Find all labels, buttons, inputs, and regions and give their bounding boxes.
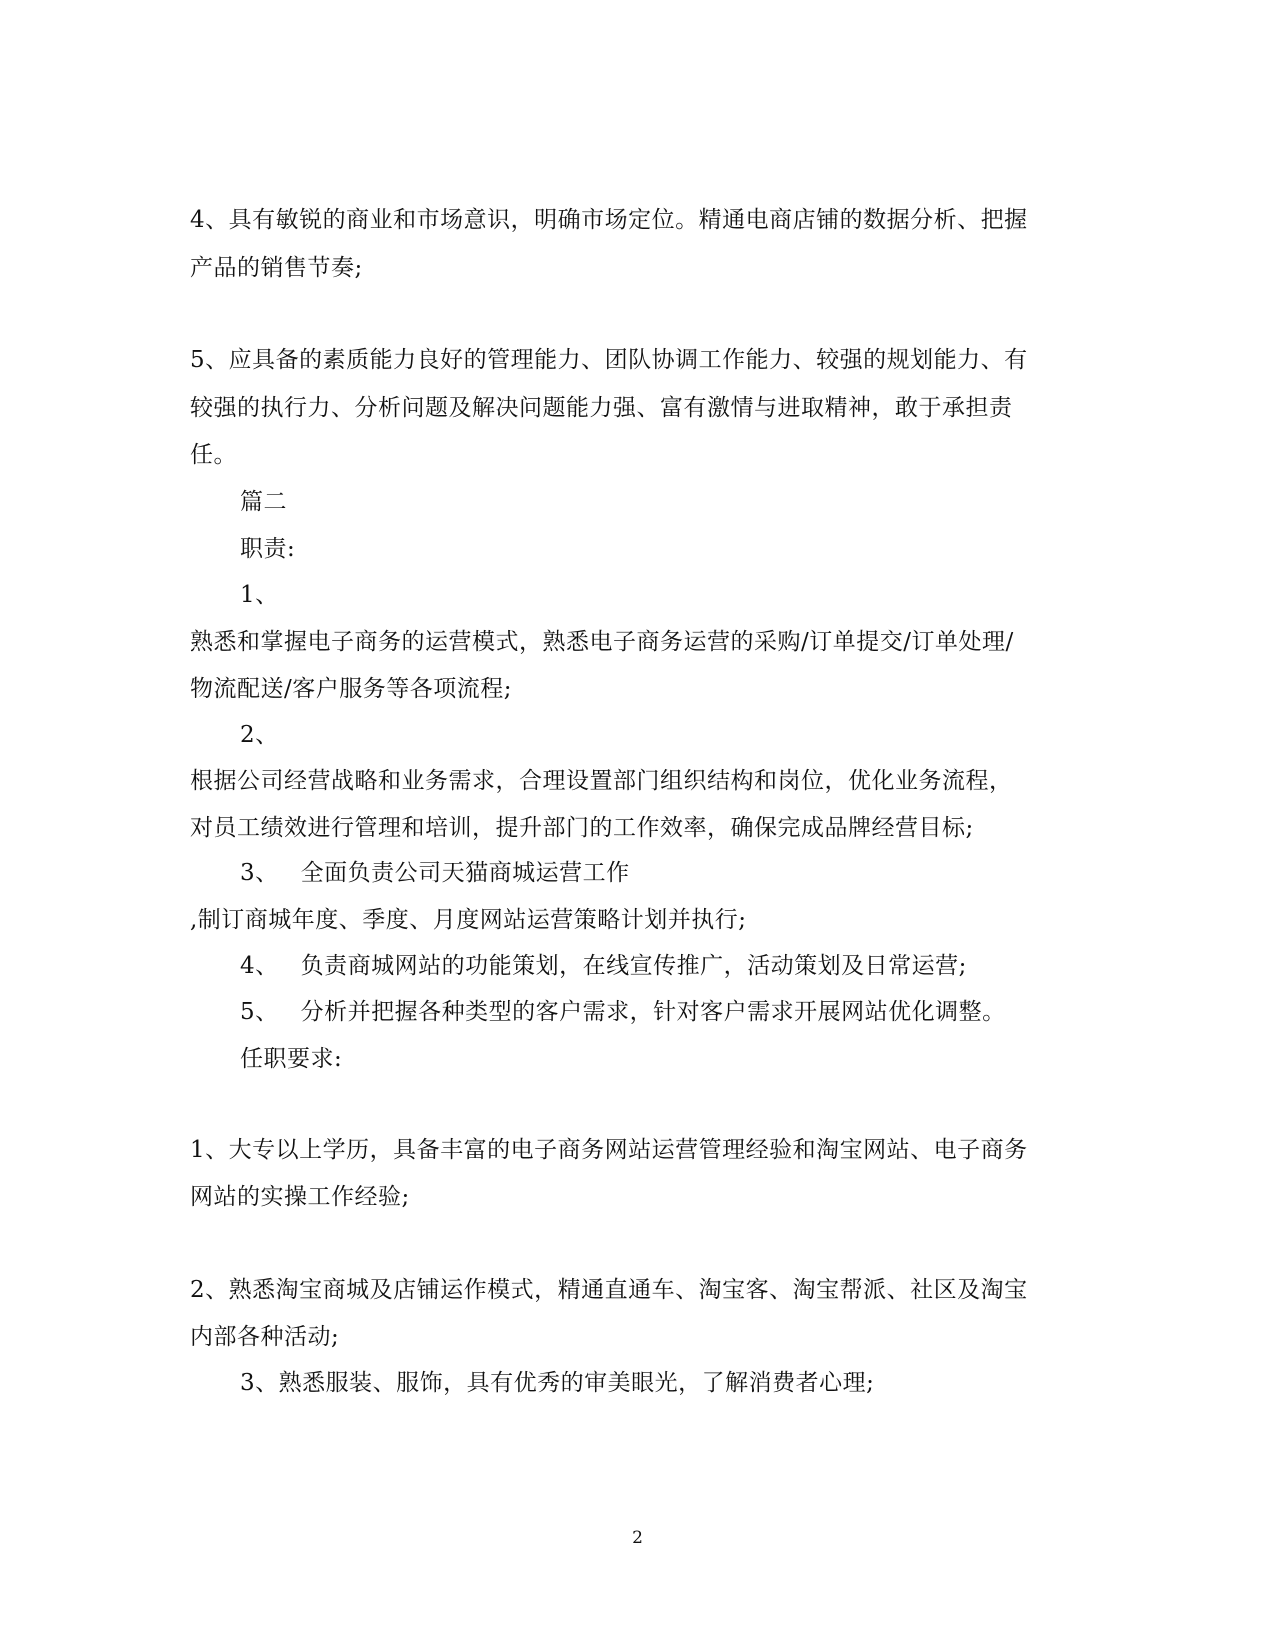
- list-number: 4、: [240, 953, 279, 979]
- list-item-text: 全面负责公司天猫商城运营工作: [300, 860, 630, 886]
- list-number: 3、: [240, 860, 279, 886]
- page-number: 2: [632, 1528, 643, 1548]
- paragraph-line: 熟悉和掌握电子商务的运营模式，熟悉电子商务运营的采购/订单提交/订单处理/: [190, 629, 1014, 655]
- list-item: [240, 859, 630, 887]
- paragraph-line: 根据公司经营战略和业务需求，合理设置部门组织结构和岗位，优化业务流程，: [190, 768, 1013, 794]
- paragraph-line: 3、熟悉服装、服饰，具有优秀的审美眼光，了解消费者心理;: [240, 1370, 875, 1396]
- subsection-heading: 任职要求:: [240, 1046, 343, 1072]
- paragraph-line: 对员工绩效进行管理和培训，提升部门的工作效率，确保完成品牌经营目标;: [190, 815, 974, 841]
- paragraph-line: 1、大专以上学历，具备丰富的电子商务网站运营管理经验和淘宝网站、电子商务: [190, 1137, 1028, 1163]
- paragraph-line: 网站的实操工作经验;: [190, 1184, 410, 1210]
- section-heading: 篇二: [240, 489, 287, 515]
- list-number: 5、: [240, 999, 279, 1025]
- paragraph-line: 任。: [190, 442, 237, 468]
- list-item-text: 负责商城网站的功能策划，在线宣传推广，活动策划及日常运营;: [300, 953, 967, 979]
- list-number: 2、: [240, 722, 279, 748]
- paragraph-line: 4、具有敏锐的商业和市场意识，明确市场定位。精通电商店铺的数据分析、把握: [190, 207, 1028, 233]
- paragraph-line: 物流配送/客户服务等各项流程;: [190, 676, 512, 702]
- paragraph-line: 内部各种活动;: [190, 1324, 340, 1350]
- list-item-text: 分析并把握各种类型的客户需求，针对客户需求开展网站优化调整。: [300, 999, 1006, 1025]
- list-number: 1、: [240, 582, 279, 608]
- subsection-heading: 职责:: [240, 536, 296, 562]
- paragraph-line: ,制订商城年度、季度、月度网站运营策略计划并执行;: [190, 907, 747, 933]
- paragraph-line: 产品的销售节奏;: [190, 255, 363, 281]
- paragraph-line: 较强的执行力、分析问题及解决问题能力强、富有激情与进取精神，敢于承担责: [190, 395, 1013, 421]
- list-item: [240, 998, 1006, 1026]
- paragraph-line: 5、应具备的素质能力良好的管理能力、团队协调工作能力、较强的规划能力、有: [190, 347, 1028, 373]
- list-item: [240, 952, 967, 980]
- paragraph-line: 2、熟悉淘宝商城及店铺运作模式，精通直通车、淘宝客、淘宝帮派、社区及淘宝: [190, 1277, 1028, 1303]
